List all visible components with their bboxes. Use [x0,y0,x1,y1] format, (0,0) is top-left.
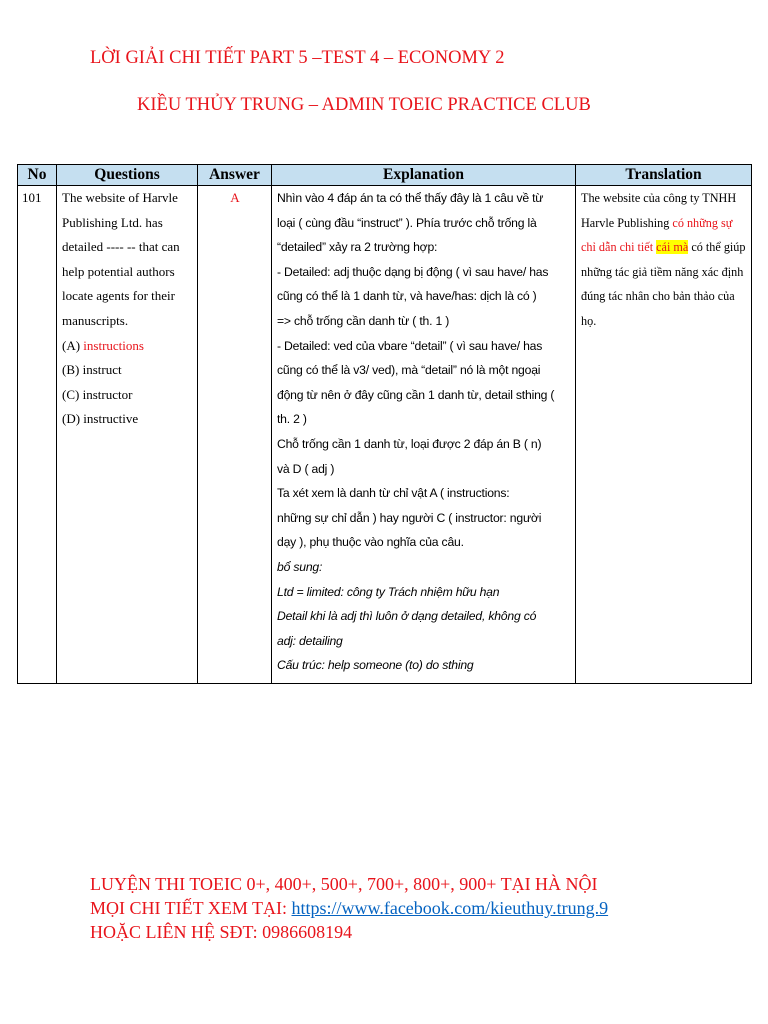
question-line: manuscripts. [62,312,129,328]
explanation-note-line: Cấu trúc: help someone (to) do sthing [277,658,474,673]
explanation-note-line: adj: detailing [277,633,343,648]
question-line: The website of Harvle [62,190,178,205]
question-number: 101 [18,186,57,684]
option-c: (C) instructor [62,386,133,402]
explanation-note-line: bổ sung: [277,559,323,574]
explanation-note-line: Ltd = limited: công ty Trách nhiệm hữu hạn [277,584,500,599]
translation-highlight-yellow: cái mà [656,240,689,255]
table-header-row [18,165,752,186]
option-a-answer-text: instructions [83,337,144,353]
translation-text-end: có thể giúp những tác giả tiềm năng xác định đúng tác nhân cho bản thảo của họ. [581,240,746,328]
explanation-line: những sự chỉ dẫn ) hay người C ( instructor: người [277,510,542,525]
explanation-line: và D ( adj ) [277,461,335,476]
header-no: No [18,165,57,186]
explanation-line: th. 2 ) [277,412,307,427]
translation-cell [576,186,752,684]
option-d: (D) instructive [62,411,139,427]
explanation-line: dạy ), phụ thuộc vào nghĩa của câu. [277,535,464,550]
table-row [18,186,752,684]
answer-table [17,164,752,684]
header-translation: Translation [576,165,752,186]
answer-cell: A [198,186,272,684]
option-a-label: (A) [62,337,84,353]
option-b: (B) instruct [62,362,122,378]
question-line: help potential authors [62,263,175,279]
explanation-line: - Detailed: ved của vbare “detail” ( vì sau have/ has [277,338,543,353]
explanation-line: “detailed” xảy ra 2 trường hợp: [277,240,438,255]
question-cell [57,186,198,684]
option-a [62,334,193,359]
explanation-line: Ta xét xem là danh từ chỉ vật A ( instructions: [277,486,510,501]
header-answer: Answer [198,165,272,186]
footer-phone-line: HOẶC LIÊN HỆ SĐT: 0986608194 [90,922,353,942]
explanation-line: Chỗ trống cần 1 danh từ, loại được 2 đáp án B ( n) [277,436,542,451]
explanation-line: - Detailed: adj thuộc dạng bị động ( vì sau have/ has [277,264,549,279]
footer-link-label: MỌI CHI TIẾT XEM TẠI: [90,898,292,918]
document-title: LỜI GIẢI CHI TIẾT PART 5 –TEST 4 – ECONOMY 2 [90,48,505,68]
footer-ad-line: LUYỆN THI TOEIC 0+, 400+, 500+, 700+, 800+, 900+ TẠI HÀ NỘI [90,874,598,894]
explanation-line: Nhìn vào 4 đáp án ta có thể thấy đây là 1 câu về từ [277,191,544,205]
question-line: detailed ---- -- that can [62,239,180,255]
explanation-cell [272,186,576,684]
translation-text: The website của công ty TNHH Harvle Publishing [581,191,737,230]
question-line: locate agents for their [62,288,175,304]
header-questions: Questions [57,165,198,186]
facebook-link[interactable]: https://www.facebook.com/kieuthuy.trung.9 [291,898,609,918]
question-line: Publishing Ltd. has [62,214,163,230]
translation-highlight-red: có những sự chỉ dẫn chi tiết [581,215,733,255]
explanation-line: cũng có thể là v3/ ved), mà “detail” nó là một ngoại [277,363,541,378]
header-explanation: Explanation [272,165,576,186]
explanation-line: cũng có thể là 1 danh từ, và have/has: dịch là có ) [277,289,537,304]
document-subtitle: KIỀU THỦY TRUNG – ADMIN TOEIC PRACTICE CLUB [137,95,591,115]
footer-contact-line [90,898,608,919]
explanation-line: => chỗ trống cần danh từ ( th. 1 ) [277,313,450,328]
explanation-line: động từ nên ở đây cũng cần 1 danh từ, detail sthing ( [277,387,555,402]
explanation-note-line: Detail khi là adj thì luôn ở dạng detailed, không có [277,609,537,624]
explanation-line: loại ( cùng đầu “instruct” ). Phía trước chỗ trống là [277,215,537,230]
